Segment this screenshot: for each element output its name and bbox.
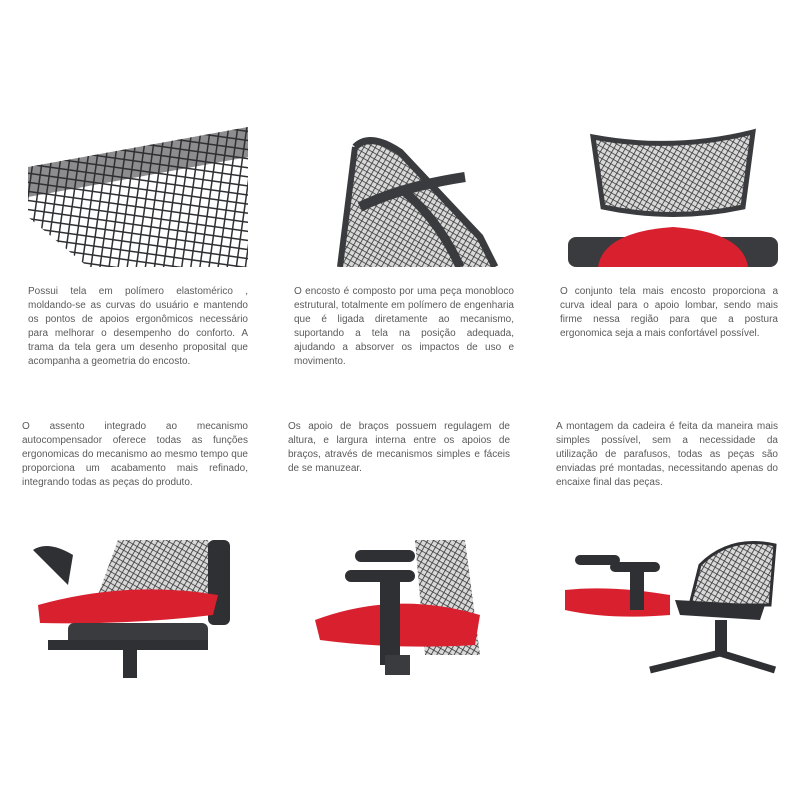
backrest-frame-image	[300, 127, 500, 267]
seat-mechanism-image	[28, 535, 238, 680]
feature-text-armrest: Os apoio de braços possuem regulagem de altura, e largura interna entre os apoios de braços, através de mecanismos simples e fáceis de se manuzear.	[288, 421, 510, 474]
feature-text-mesh: Possui tela em polímero elastomérico , moldando-se as curvas do usuário e mantendo os pontos de apoios ergonômicos necessário para melhorar o desempenho do conforto. A trama da tela gera um desenho proposital que acompanha a geometria do encosto.	[28, 286, 248, 367]
assembly-image	[560, 535, 780, 680]
armrest-image	[315, 535, 485, 680]
backrest-lumbar-image	[568, 127, 778, 267]
feature-text-lumbar: O conjunto tela mais encosto proporciona a curva ideal para o apoio lombar, sendo mais firme nessa região para que a postura ergonomica seja a mais confortável possível.	[560, 286, 778, 339]
mesh-closeup-image	[28, 127, 248, 267]
feature-text-assembly: A montagem da cadeira é feita da maneira mais simples possível, sem a necessidade da utilização de parafusos, todas as peças são enviadas pré montadas, necessitando apenas do encaixe final das peças.	[556, 421, 778, 488]
feature-text-backrest-frame: O encosto é composto por uma peça monobloco estrutural, totalmente em polímero de engenharia que é ligada diretamente ao mecanismo, suportando a tela na posição adequada, ajudando a absorver os impactos de uso e movimento.	[294, 286, 514, 367]
feature-text-seat: O assento integrado ao mecanismo autocompensador oferece todas as funções ergonomicas do mecanismo ao mesmo tempo que proporciona um acabamento mais refinado, integrando todas as peças do produto.	[22, 421, 248, 488]
